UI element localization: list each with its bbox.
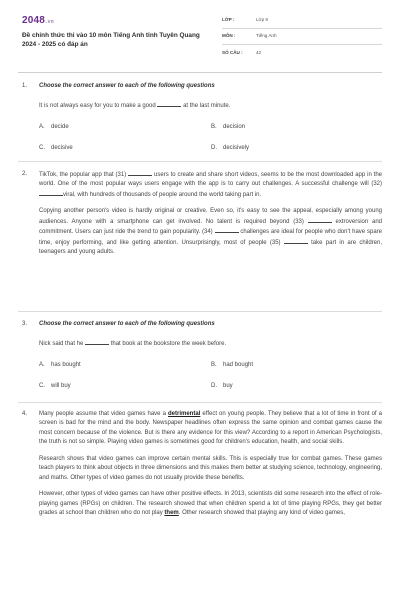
answer-blank xyxy=(157,101,181,107)
question-stem xyxy=(39,101,382,111)
passage-paragraph xyxy=(39,207,382,257)
meta-value: Tiếng Anh xyxy=(256,33,277,39)
passage-text: TikTok, the popular app that (31) xyxy=(39,172,127,178)
header-divider xyxy=(18,72,382,73)
option-letter: D. xyxy=(211,145,217,151)
option-letter: A. xyxy=(39,124,45,130)
option-b[interactable] xyxy=(211,123,383,132)
option-text: had bought xyxy=(223,362,254,368)
passage-paragraph: Research shows that video games can improve certain mental skills. This is especially true for combat games. These games teach players to think about objects in three dimensions and this makes them better at studying science, technology, engineering, and maths. Other types of video games do not usually provide these benefits. xyxy=(39,455,382,481)
passage-text: Many people assume that video games have a xyxy=(39,411,166,417)
answer-options xyxy=(39,361,382,391)
question-divider xyxy=(18,311,382,312)
page-header xyxy=(0,0,400,68)
option-letter: C. xyxy=(39,145,45,151)
stem-text: It is not always easy for you to make a good xyxy=(39,103,156,109)
option-text: decide xyxy=(51,124,69,130)
answer-options xyxy=(39,123,382,153)
question-number: 3. xyxy=(22,321,28,327)
question-divider xyxy=(18,161,382,162)
passage-text: effect on young people. They believe that a lot of time in front of a screen is bad for the mind and the body. Newspaper headlines often express the same opinion and combat games cause the most concern because of the violence. But is there any evidence for this view? According to a report in American Psychologists, the truth is not so simple. Playing video games is sometimes good for children's education, health, and social skills. xyxy=(39,411,382,446)
question-2 xyxy=(22,170,382,258)
option-text: decision xyxy=(223,124,246,130)
question-3 xyxy=(22,320,382,391)
passage-text: take part in are children, teenagers and young adults. xyxy=(39,239,383,256)
document-title xyxy=(22,32,222,49)
option-letter: B. xyxy=(211,124,217,130)
question-stem xyxy=(39,339,382,349)
passage-text: However, other types of video games can have other positive effects. In 2013, scientists did some research into the effect of role-playing games (RPGs) on children. The research showed that when children spend a lot of time playing RPGs, they get better grades at school than children who do not play xyxy=(39,491,382,517)
question-number: 2. xyxy=(22,171,28,177)
passage-text: . Other research showed that playing any kind of video games, xyxy=(178,510,345,517)
option-text: has bought xyxy=(51,362,81,368)
meta-key: MÔN : xyxy=(222,33,236,39)
question-divider xyxy=(18,402,382,403)
passage-paragraph xyxy=(39,490,382,518)
answer-blank xyxy=(85,339,109,345)
question-1 xyxy=(22,82,382,153)
logo-text: 2048 xyxy=(22,15,46,26)
question-number: 1. xyxy=(22,83,28,89)
stem-text: at the last minute. xyxy=(183,103,231,109)
answer-blank xyxy=(284,238,308,244)
document-title-line1: Đề chính thức thi vào 10 môn Tiếng Anh tỉnh Tuyên Quang xyxy=(22,32,200,39)
logo-suffix: .vn xyxy=(46,19,54,25)
stem-text: that book at the bookstore the week before. xyxy=(110,341,227,347)
option-text: decisively xyxy=(223,145,250,151)
meta-table xyxy=(222,13,382,61)
answer-blank xyxy=(308,217,332,223)
passage-text: users to create and share short videos, seems to be the most downloaded app in the world. One of the most popular ways users engage with the app is to carry out challenges. A successful challenge will (32) xyxy=(39,172,383,188)
option-letter: A. xyxy=(39,362,45,368)
option-b[interactable] xyxy=(211,361,383,370)
site-logo[interactable] xyxy=(22,13,54,28)
question-4 xyxy=(22,410,382,519)
passage-text: Copying another person's video is hardly original or creative. Even so, it's easy to see the appeal, especially among young audiences. Anyone with a smartphone can get involved. No talent is required beyond (33) xyxy=(39,208,382,225)
option-letter: C. xyxy=(39,383,45,389)
document-title-line2: 2024 - 2025 có đáp án xyxy=(22,40,88,48)
answer-blank xyxy=(128,170,152,176)
question-instruction: Choose the correct answer to each of the following questions xyxy=(39,321,215,327)
option-text: will buy xyxy=(51,383,71,389)
meta-value: Lớp 9 xyxy=(256,17,268,23)
underlined-word: detrimental xyxy=(168,411,201,417)
passage-text: extroversion and commitment. Users can just ride the trend to gain popularity. (34) xyxy=(39,218,383,236)
meta-row-subject xyxy=(222,29,382,45)
option-a[interactable] xyxy=(39,361,211,370)
option-text: buy xyxy=(223,383,233,389)
passage-text: viral, with hundreds of thousands of people around the world taking part in. xyxy=(63,191,262,198)
answer-blank xyxy=(39,190,63,196)
passage-paragraph xyxy=(39,170,382,200)
option-letter: D. xyxy=(211,383,217,389)
option-d[interactable] xyxy=(211,382,383,391)
meta-row-count xyxy=(222,45,382,61)
meta-row-class xyxy=(222,13,382,29)
passage-text: challenges are ideal for people who don't have spare time, enjoy performing, and like getting attention. Unsurprisingly, most of people (35) xyxy=(39,229,382,246)
stem-text: Nick said that he xyxy=(39,341,84,347)
option-text: decisive xyxy=(51,145,73,151)
answer-blank xyxy=(215,227,239,233)
meta-key: SỐ CÂU : xyxy=(222,49,243,55)
question-number: 4. xyxy=(22,411,28,417)
underlined-word: them xyxy=(164,510,179,517)
option-letter: B. xyxy=(211,362,217,368)
option-c[interactable] xyxy=(39,144,211,153)
option-d[interactable] xyxy=(211,144,383,153)
meta-value: 42 xyxy=(256,49,262,55)
passage-paragraph xyxy=(39,410,382,448)
meta-key: LỚP : xyxy=(222,17,235,23)
option-a[interactable] xyxy=(39,123,211,132)
option-c[interactable] xyxy=(39,382,211,391)
question-instruction: Choose the correct answer to each of the following questions xyxy=(39,83,215,89)
